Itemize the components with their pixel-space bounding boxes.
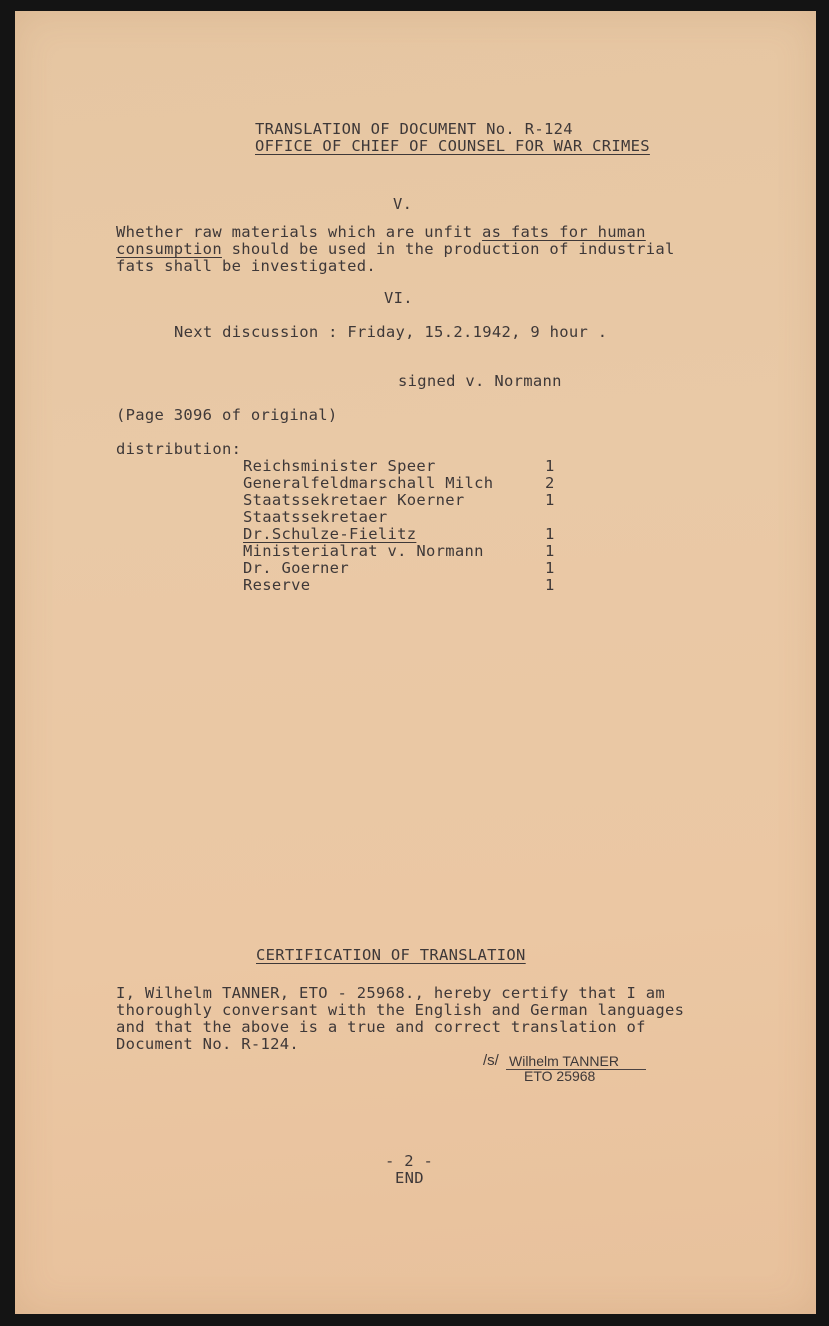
signed-line: signed v. Normann [398, 372, 562, 390]
distribution-count: 1 [545, 576, 555, 594]
next-discussion: Next discussion : Friday, 15.2.1942, 9 hour . [174, 323, 608, 341]
distribution-name: Dr.Schulze-Fielitz [243, 525, 417, 543]
section-vi-numeral: VI. [384, 289, 413, 307]
distribution-name: Dr. Goerner [243, 559, 349, 577]
signature-prefix: /s/ [483, 1052, 499, 1069]
document-title: TRANSLATION OF DOCUMENT No. R-124 [255, 120, 573, 138]
document-page [15, 11, 816, 1314]
section-v-line2 [116, 241, 675, 258]
distribution-count: 2 [545, 474, 555, 492]
section-v-line3: fats shall be investigated. [116, 257, 377, 275]
signature-eto: ETO 25968 [524, 1068, 596, 1084]
distribution-count: 1 [545, 457, 555, 475]
distribution-name: Staatssekretaer Koerner [243, 491, 465, 509]
section-v-line2-underlined: consumption [116, 240, 222, 258]
distribution-count: 1 [545, 559, 555, 577]
distribution-name: Ministerialrat v. Normann [243, 542, 484, 560]
section-v-line1 [116, 224, 646, 241]
distribution-name: Reichsminister Speer [243, 457, 436, 475]
distribution-count: 1 [545, 491, 555, 509]
section-v-numeral: V. [393, 195, 413, 213]
distribution-count: 1 [545, 525, 555, 543]
distribution-name: Generalfeldmarschall Milch [243, 474, 494, 492]
office-title: OFFICE OF CHIEF OF COUNSEL FOR WAR CRIMES [255, 137, 650, 155]
section-v-line2-text: should be used in the production of industrial [221, 240, 675, 258]
distribution-name: Staatssekretaer [243, 508, 388, 526]
certification-line: Document No. R-124. [116, 1035, 300, 1053]
distribution-name: Reserve [243, 576, 311, 594]
certification-line: thoroughly conversant with the English and German languages [116, 1001, 685, 1019]
page-number: - 2 - [385, 1152, 434, 1170]
signature-name: Wilhelm TANNER [509, 1053, 619, 1069]
certification-line: and that the above is a true and correct translation of [116, 1018, 646, 1036]
page-reference: (Page 3096 of original) [116, 406, 338, 424]
certification-line: I, Wilhelm TANNER, ETO - 25968., hereby certify that I am [116, 984, 666, 1002]
end-marker: END [395, 1169, 424, 1187]
section-v-line1-text: Whether raw materials which are unfit [116, 223, 483, 241]
distribution-count: 1 [545, 542, 555, 560]
distribution-label: distribution: [116, 440, 242, 458]
section-v-line1-underlined: as fats for human [482, 223, 646, 241]
certification-title: CERTIFICATION OF TRANSLATION [256, 946, 526, 964]
